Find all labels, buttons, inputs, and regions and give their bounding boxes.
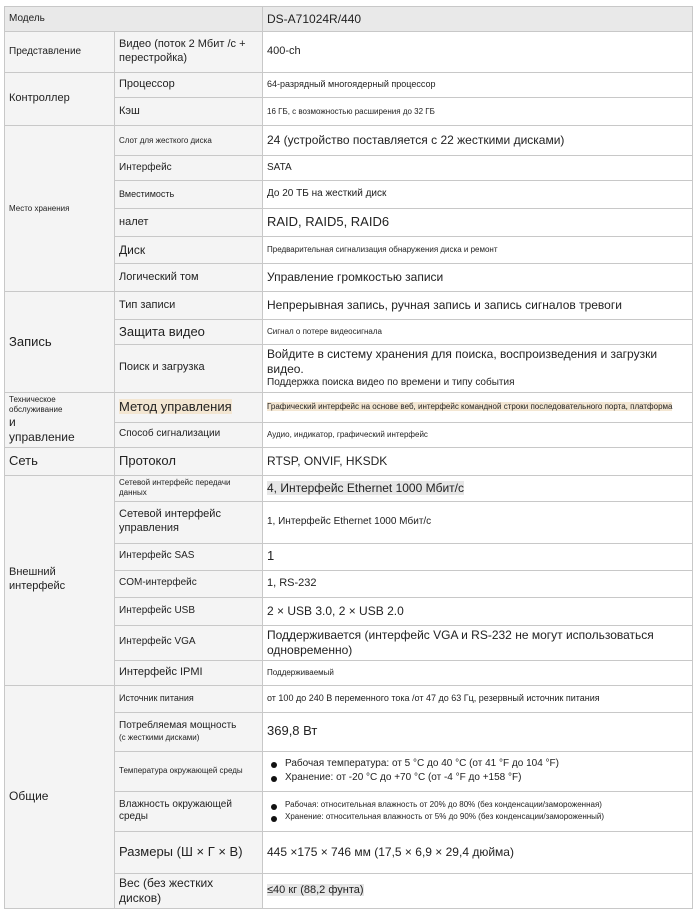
attr-processor: Процессор [115,73,263,98]
value-ambient-temperature [263,751,693,791]
table-row [5,73,693,98]
value-ambient-humidity [263,791,693,831]
attr-com: COM-интерфейс [115,570,263,597]
attr-interface: Интерфейс [115,156,263,181]
attr-dimensions: Размеры (Ш × Г × В) [115,831,263,873]
attr-weight: Вес (без жестких дисков) [115,873,263,908]
value-power-consumption: 369,8 Вт [263,712,693,751]
temperature-operating: Рабочая температура: от 5 °C до 40 °C (от 41 °F до 104 °F) [285,757,559,769]
value-capacity: До 20 ТБ на жесткий диск [263,181,693,209]
attr-raid: налет [115,209,263,237]
bullet-icon [271,804,277,810]
attr-cache: Кэш [115,98,263,126]
management-method-label: Метод управления [119,398,232,414]
list-item [267,758,688,771]
table-row [5,685,693,712]
attr-protocol: Протокол [115,447,263,475]
value-weight [263,873,693,908]
value-com: 1, RS-232 [263,570,693,597]
category-general: Общие [5,685,115,908]
attr-alarm-method: Способ сигнализации [115,422,263,447]
category-presentation: Представление [5,32,115,73]
value-management-method [263,392,693,422]
search-download-line1: Войдите в систему хранения для поиска, воспроизведения и загрузки видео. [267,347,658,376]
maintenance-line2: и [9,414,16,429]
value-data-nic [263,475,693,501]
value-interface: SATA [263,156,693,181]
value-processor: 64-разрядный многоядерный процессор [263,73,693,98]
value-raid: RAID, RAID5, RAID6 [263,209,693,237]
attr-sas: Интерфейс SAS [115,543,263,570]
power-consumption-label: Потребляемая мощность [119,720,237,732]
attr-power-consumption [115,712,263,751]
table-row [5,447,693,475]
weight-text: ≤40 кг (88,2 фунта) [267,883,364,896]
attr-data-nic: Сетевой интерфейс передачи данных [115,475,263,501]
model-label: Модель [5,7,263,32]
data-nic-text: 4, Интерфейс Ethernet 1000 Мбит/с [267,480,465,495]
power-consumption-note: (с жесткими дисками) [119,732,200,742]
humidity-storage: Хранение: относительная влажность от 5% до 90% (без конденсации/замороженный) [285,812,605,821]
value-record-type: Непрерывная запись, ручная запись и запись сигналов тревоги [263,292,693,320]
value-ipmi: Поддерживаемый [263,660,693,685]
bullet-icon [271,762,277,768]
attr-video-protection: Защита видео [115,320,263,345]
category-storage: Место хранения [5,126,115,292]
humidity-operating: Рабочая: относительная влажность от 20% до 80% (без конденсации/замороженная) [285,800,602,809]
attr-mgmt-nic: Сетевой интерфейс управления [115,501,263,543]
attr-capacity: Вместимость [115,181,263,209]
category-network: Сеть [5,447,115,475]
attr-usb: Интерфейс USB [115,597,263,625]
category-maintenance [5,392,115,447]
value-search-download [263,345,693,393]
category-controller: Контроллер [5,73,115,126]
attr-disk: Диск [115,237,263,264]
attr-video: Видео (поток 2 Мбит /с + перестройка) [115,32,263,73]
category-recording: Запись [5,292,115,393]
value-video: 400-ch [263,32,693,73]
table-row [5,7,693,32]
value-protocol: RTSP, ONVIF, HKSDK [263,447,693,475]
management-method-text: Графический интерфейс на основе веб, интерфейс командной строки последовательного порта, платформа [267,402,673,411]
value-dimensions: 445 ×175 × 746 мм (17,5 × 6,9 × 29,4 дюйма) [263,831,693,873]
list-item [267,812,688,822]
table-row [5,292,693,320]
list-item [267,772,688,785]
attr-ipmi: Интерфейс IPMI [115,660,263,685]
temperature-storage: Хранение: от -20 °C до +70 °C (от -4 °F до +158 °F) [285,772,522,783]
attr-vga: Интерфейс VGA [115,625,263,660]
attr-hdd-slots: Слот для жесткого диска [115,126,263,156]
value-disk: Предварительная сигнализация обнаружения диска и ремонт [263,237,693,264]
value-video-protection: Сигнал о потере видеосигнала [263,320,693,345]
table-row [5,392,693,422]
maintenance-line1: Техническое обслуживание [9,394,63,414]
attr-record-type: Тип записи [115,292,263,320]
table-row [5,475,693,501]
value-hdd-slots: 24 (устройство поставляется с 22 жесткими дисками) [263,126,693,156]
value-mgmt-nic: 1, Интерфейс Ethernet 1000 Мбит/с [263,501,693,543]
bullet-icon [271,776,277,782]
value-vga: Поддерживается (интерфейс VGA и RS-232 не могут использоваться одновременно) [263,625,693,660]
category-external-interface: Внешний интерфейс [5,475,115,685]
bullet-icon [271,816,277,822]
value-usb: 2 × USB 3.0, 2 × USB 2.0 [263,597,693,625]
maintenance-line3: управление [9,429,75,444]
attr-logical-volume: Логический том [115,264,263,292]
table-row [5,126,693,156]
spec-table [4,6,693,909]
attr-ambient-temperature: Температура окружающей среды [115,751,263,791]
attr-ambient-humidity: Влажность окружающей среды [115,791,263,831]
value-alarm-method: Аудио, индикатор, графический интерфейс [263,422,693,447]
table-row [5,32,693,73]
value-power-supply: от 100 до 240 В переменного тока /от 47 до 63 Гц, резервный источник питания [263,685,693,712]
attr-management-method [115,392,263,422]
attr-power-supply: Источник питания [115,685,263,712]
list-item [267,800,688,810]
value-logical-volume: Управление громкостью записи [263,264,693,292]
value-cache: 16 ГБ, с возможностью расширения до 32 ГБ [263,98,693,126]
model-value: DS-A71024R/440 [263,7,693,32]
value-sas: 1 [263,543,693,570]
search-download-line2: Поддержка поиска видео по времени и типу события [267,377,515,388]
attr-search-download: Поиск и загрузка [115,345,263,393]
